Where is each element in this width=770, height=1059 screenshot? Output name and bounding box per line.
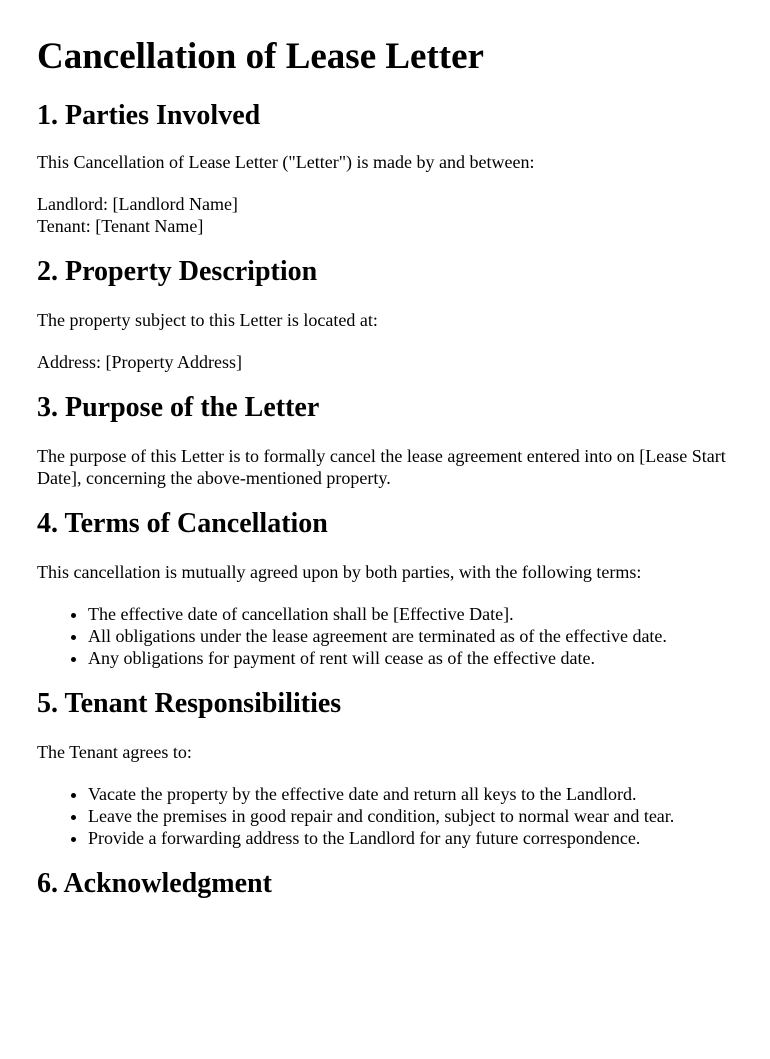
list-item: • Leave the premises in good repair and condition, subject to normal wear and tear. xyxy=(88,805,733,827)
terms-list xyxy=(37,603,733,669)
list-item: • Vacate the property by the effective date and return all keys to the Landlord. xyxy=(88,783,733,805)
list-item: • The effective date of cancellation shall be [Effective Date]. xyxy=(88,603,733,625)
landlord-line: Landlord: [Landlord Name] xyxy=(37,194,238,214)
document-page xyxy=(0,35,770,1059)
tenant-responsibilities-intro: The Tenant agrees to: xyxy=(37,742,192,762)
document-title: Cancellation of Lease Letter xyxy=(37,36,484,77)
address-line: Address: [Property Address] xyxy=(37,352,242,372)
property-intro: The property subject to this Letter is located at: xyxy=(37,310,378,330)
purpose-text: The purpose of this Letter is to formally cancel the lease agreement entered into on [Lease Start Date], concerning the above-mentioned property. xyxy=(37,446,726,488)
section-heading-property: 2. Property Description xyxy=(37,256,318,287)
party-lines xyxy=(37,193,733,237)
section-heading-terms: 4. Terms of Cancellation xyxy=(37,508,328,539)
list-item: • All obligations under the lease agreement are terminated as of the effective date. xyxy=(88,625,733,647)
tenant-responsibilities-list xyxy=(37,783,733,849)
list-item: • Any obligations for payment of rent will cease as of the effective date. xyxy=(88,647,733,669)
section-heading-purpose: 3. Purpose of the Letter xyxy=(37,392,320,423)
tenant-line: Tenant: [Tenant Name] xyxy=(37,216,204,236)
parties-intro: This Cancellation of Lease Letter ("Letter") is made by and between: xyxy=(37,152,535,172)
section-heading-tenant-responsibilities: 5. Tenant Responsibilities xyxy=(37,688,342,719)
section-heading-parties: 1. Parties Involved xyxy=(37,100,261,131)
list-item: • Provide a forwarding address to the Landlord for any future correspondence. xyxy=(88,827,733,849)
terms-intro: This cancellation is mutually agreed upon by both parties, with the following terms: xyxy=(37,562,642,582)
section-heading-acknowledgment: 6. Acknowledgment xyxy=(37,868,272,899)
